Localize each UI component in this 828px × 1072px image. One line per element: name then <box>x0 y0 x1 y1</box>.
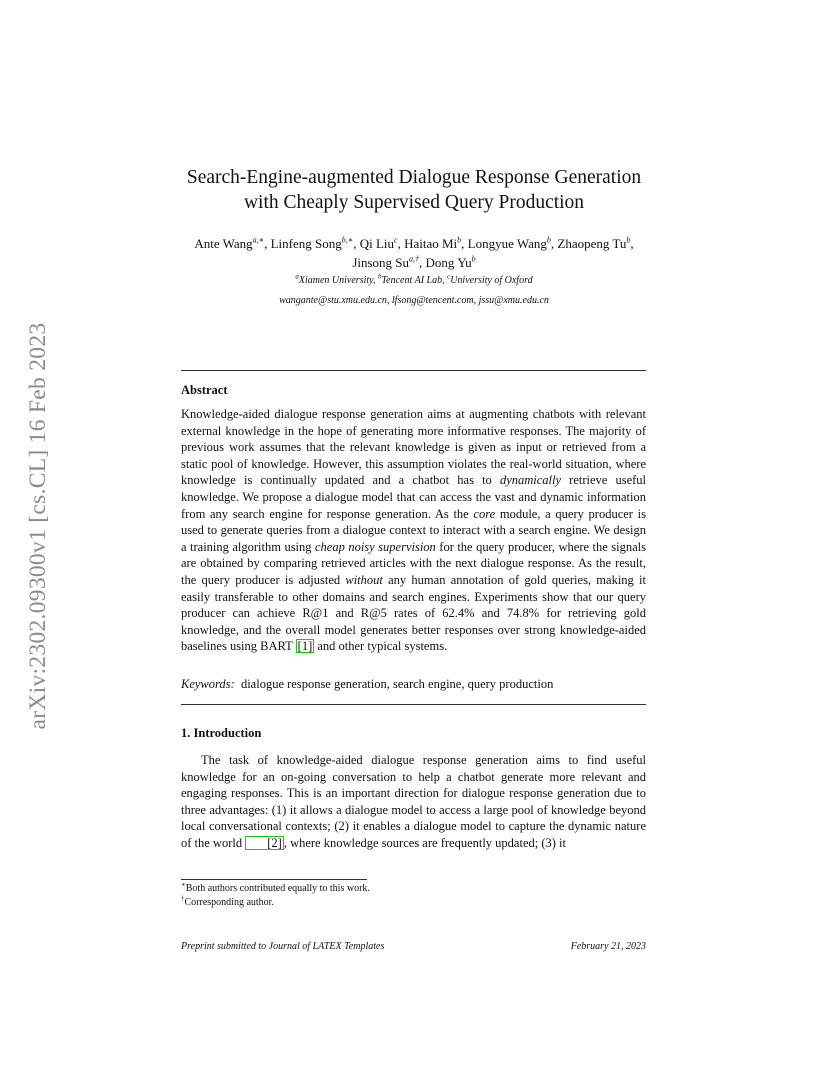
footnotes <box>181 882 370 909</box>
body-text: The task of knowledge-aided dialogue response generation aims to find useful knowledge for an on-going conversation to help a chatbot generate more relevant and engaging responses. This is an important direction for dialogue response generation due to three advantages: (1) it allows a dialogue model to access a large pool of knowledge beyond local conversational contexts; (2) it enables a dialogue model to capture the dynamic nature of the world <box>181 753 646 850</box>
author: Longyue Wang$^b$, <box>467 235 558 251</box>
emphasis-text: dynamically <box>499 473 562 488</box>
author: Qi Liu$^c$, <box>359 235 405 251</box>
body-text: for the query producer, where the signals are obtained by comparing retrieved articles with the next dialogue response. As the result, the query producer is adjusted <box>181 539 646 587</box>
body-text: Knowledge-aided dialogue response generation aims at augmenting chatbots with relevant external knowledge in the hope of generating more informative responses. The majority of previous work assumes that the relevant knowledge is given as input or retrieved from a static pool of knowledge. However, this assumption violates the real-world situation, where knowledge is continually updated and a chatbot has to <box>181 407 646 488</box>
body-text: , where knowledge sources are frequently updated; (3) it <box>283 835 566 850</box>
author: Dong Yu$^b$ <box>425 254 476 270</box>
abstract-body <box>181 406 646 655</box>
body-text: and other typical systems. <box>314 639 448 654</box>
keywords-text: dialogue response generation, search engine, query production <box>240 677 554 691</box>
title-line-2: with Cheaply Supervised Query Production <box>243 192 585 213</box>
footer-journal: Preprint submitted to Journal of LATEX Templates <box>181 941 385 952</box>
author-list <box>150 234 678 272</box>
footer-date: February 21, 2023 <box>570 941 646 952</box>
citation-link[interactable]: [2] <box>245 836 284 850</box>
emphasis-text: core <box>473 506 496 521</box>
abstract-bottom-rule <box>181 704 646 705</box>
paper-title <box>150 165 678 215</box>
emphasis-text: without <box>345 572 383 587</box>
keywords-label: Keywords: <box>181 677 235 691</box>
author: Linfeng Song$^{b,∗}$, <box>270 235 360 251</box>
arxiv-identifier: arXiv:2302.09300v1 [cs.CL] 16 Feb 2023 <box>25 322 51 730</box>
title-line-1: Search-Engine-augmented Dialogue Response Generation <box>186 167 642 188</box>
abstract-top-rule <box>181 370 646 371</box>
footnote: †Corresponding author. <box>181 894 274 908</box>
author: Ante Wang$^{a,∗}$, <box>194 235 271 251</box>
author: Zhaopeng Tu$^b$, <box>557 235 634 251</box>
introduction-body <box>181 752 646 852</box>
author: Jinsong $Su^{a,\dagger}$, <box>352 254 426 270</box>
affiliation: $^c$University of Oxford <box>447 272 533 286</box>
footnote: ∗Both authors contributed equally to this work. <box>181 880 370 894</box>
affiliation: $^a$Xiamen University, <box>295 272 379 286</box>
section-heading-introduction: 1. Introduction <box>181 726 262 740</box>
author: Haitao Mi$^b$, <box>404 235 468 251</box>
body-text: any human annotation of gold queries, making it easily transferable to other domains and search engines. Experiments show that our query producer can achieve R@1 and R@5 rates of 62.4% and 74.8% for retrieving gold knowledge, and the overall model generates better responses over strong knowledge-aided baselines using BART <box>181 572 646 654</box>
affiliation: $^b$Tencent AI Lab, <box>378 272 448 286</box>
author-emails: wangante@stu.xmu.edu.cn, lfsong@tencent.com, jssu@xmu.edu.cn <box>279 295 549 306</box>
body-text: retrieve useful knowledge. We propose a dialogue model that can access the vast and dynamic information from any search engine for response generation. As the <box>181 473 647 521</box>
footnote-rule <box>181 879 367 880</box>
keywords-line <box>181 676 646 692</box>
body-text: module, a query producer is used to generate queries from a dialogue context to interact with a search engine. We design a training algorithm using <box>181 506 646 554</box>
affiliations <box>150 274 678 288</box>
emphasis-text: cheap noisy supervision <box>315 539 436 554</box>
abstract-heading: Abstract <box>181 383 228 397</box>
citation-link[interactable]: [1] <box>297 639 313 654</box>
